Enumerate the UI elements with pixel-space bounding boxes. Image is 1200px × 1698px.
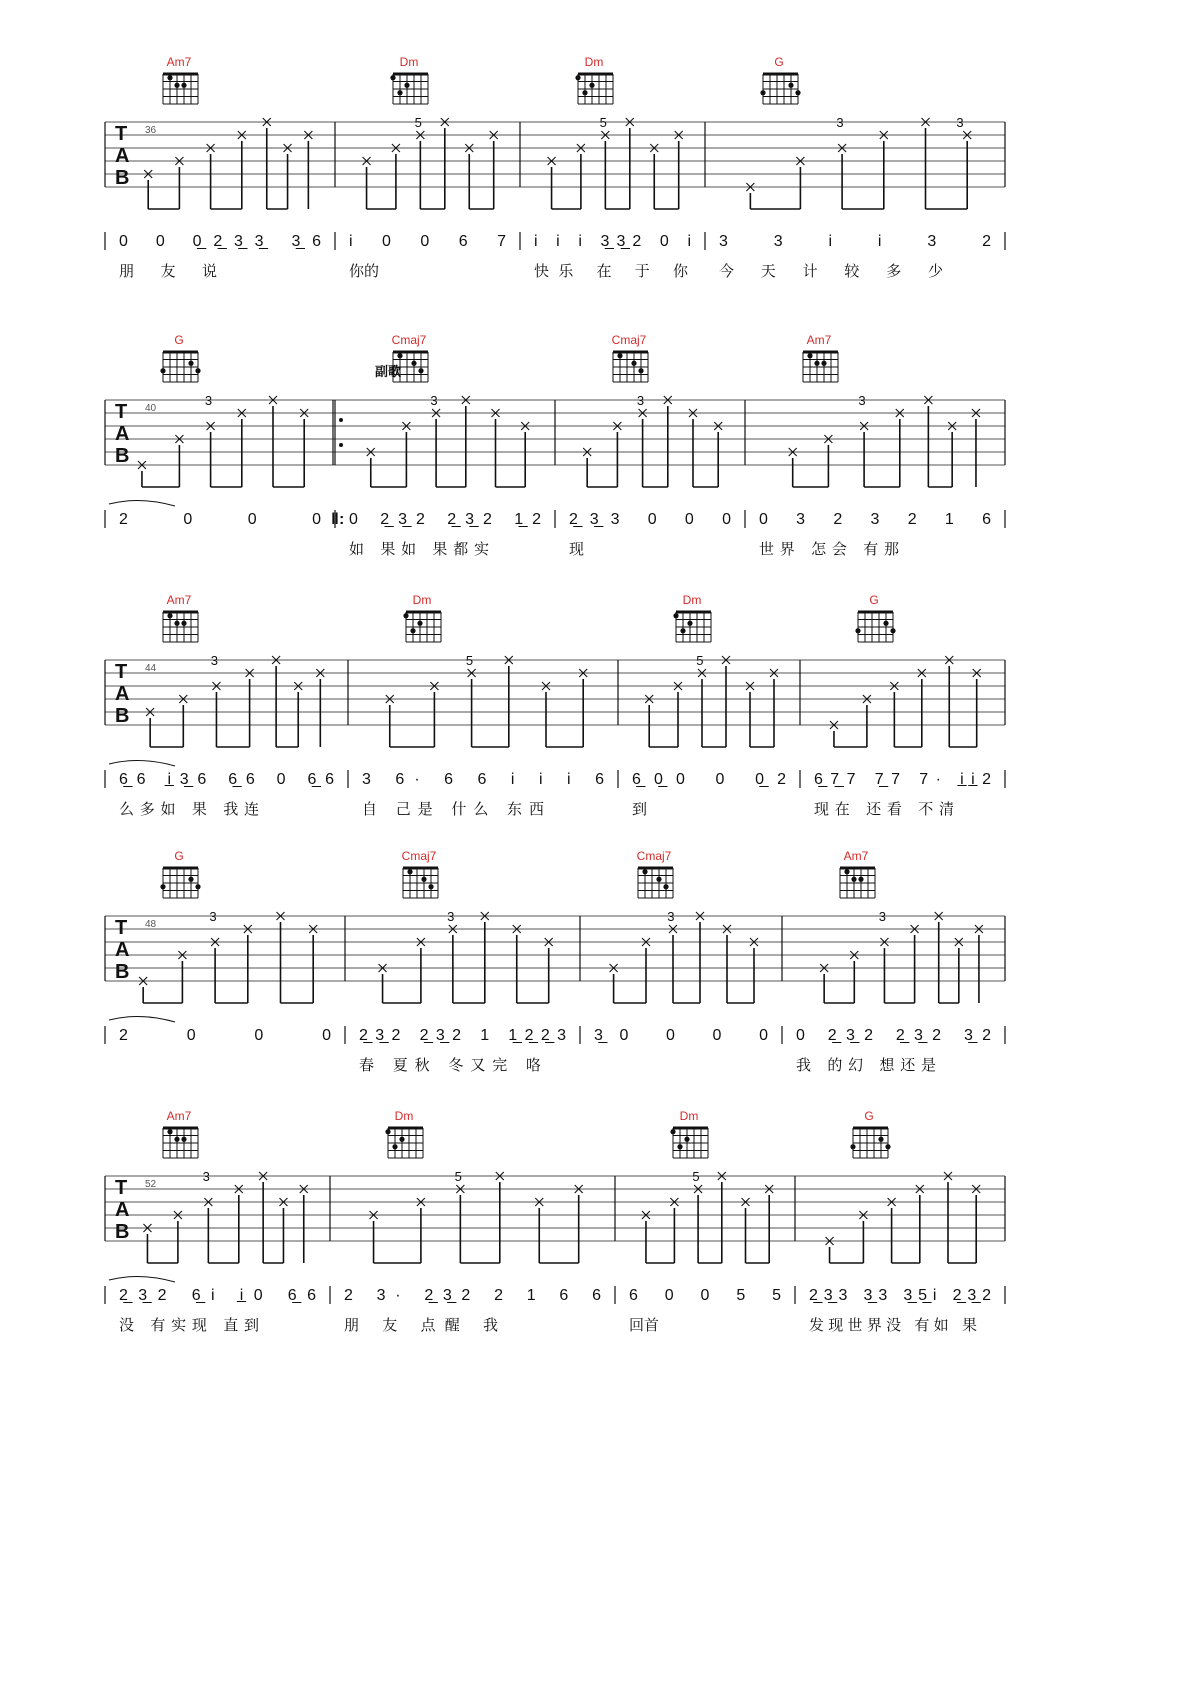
- measure: [719, 55, 991, 280]
- measure-number: 40: [145, 403, 157, 414]
- finger-dot: [174, 1137, 179, 1142]
- lyric-line: 发现世界没 有如 果: [809, 1316, 977, 1334]
- finger-dot: [844, 869, 849, 874]
- finger-dot: [663, 884, 668, 889]
- jianpu-notation: 0 2̲3̲2 2̲3̲2 3̲2: [796, 1027, 991, 1044]
- tab-clef-letter: T: [115, 661, 128, 683]
- chord-name: G: [174, 849, 184, 863]
- lyric-line: 没 有实现 直到: [119, 1316, 259, 1334]
- tab-clef-letter: T: [115, 123, 128, 145]
- lyric-line: 春 夏秋 冬又完 咯: [359, 1056, 541, 1074]
- chord-name: Cmaj7: [401, 849, 437, 863]
- jianpu-notation: 3̲0 0 0 0: [594, 1027, 768, 1044]
- finger-dot: [684, 1137, 689, 1142]
- measure: [809, 1109, 991, 1334]
- finger-dot: [397, 353, 402, 358]
- finger-dot: [403, 613, 408, 618]
- finger-dot: [195, 368, 200, 373]
- tab-clef-letter: A: [115, 683, 130, 705]
- jianpu-notation: 2̲3̲3 3̲3 3̲5̲i 2̲3̲2: [809, 1287, 991, 1304]
- measure-number: 44: [145, 663, 157, 674]
- finger-dot: [670, 1129, 675, 1134]
- chord-name: Dm: [584, 55, 604, 69]
- chord-name: Cmaj7: [391, 333, 427, 347]
- chord-name: Cmaj7: [611, 333, 647, 347]
- tab-clef-letter: B: [115, 167, 130, 189]
- finger-dot: [407, 869, 412, 874]
- lyric-line: 朋 友 说: [119, 262, 217, 280]
- chord-name: Dm: [679, 1109, 699, 1123]
- lyric-line: 我 的幻 想还是: [796, 1056, 936, 1074]
- chord-name: Am7: [806, 333, 832, 347]
- tab-clef-letter: A: [115, 1199, 130, 1221]
- tab-fret-number: 3: [430, 393, 438, 408]
- chord-name: G: [869, 593, 879, 607]
- jianpu-notation: 2 3· 2̲3̲2 2 1 6 6: [344, 1287, 601, 1304]
- jianpu-notation: i i i 3̲3̲2 0 i: [534, 233, 691, 250]
- finger-dot: [397, 90, 402, 95]
- finger-dot: [788, 83, 793, 88]
- finger-dot: [807, 353, 812, 358]
- tab-clef-letter: T: [115, 917, 128, 939]
- chord-diagram: [403, 612, 441, 642]
- chord-name: G: [174, 333, 184, 347]
- finger-dot: [855, 628, 860, 633]
- jianpu-notation: 2̲3̲2 6̲i i̲0 6̲6: [119, 1287, 316, 1304]
- tab-fret-number: 5: [696, 653, 704, 668]
- measure-number: 52: [145, 1179, 157, 1190]
- chord-name: Cmaj7: [636, 849, 672, 863]
- chord-name: Dm: [682, 593, 702, 607]
- chord-name: G: [774, 55, 784, 69]
- measure: [119, 1109, 330, 1334]
- section-label: 副歌: [375, 365, 402, 380]
- finger-dot: [410, 628, 415, 633]
- finger-dot: [687, 621, 692, 626]
- tie-curve: [109, 1016, 175, 1022]
- measure-number: 48: [145, 919, 157, 930]
- measure: [119, 593, 348, 818]
- finger-dot: [181, 1137, 186, 1142]
- tab-clef-letter: T: [115, 401, 128, 423]
- lyric-line: 朋 友 点醒 我: [344, 1316, 498, 1334]
- chord-diagram: [385, 1128, 423, 1158]
- jianpu-notation: 0 0 0̲2̲3̲3̲ 3̲6: [119, 233, 321, 250]
- tab-fret-number: 5: [454, 1169, 462, 1184]
- finger-dot: [582, 90, 587, 95]
- finger-dot: [195, 884, 200, 889]
- chord-diagram: [160, 868, 200, 898]
- finger-dot: [167, 75, 172, 80]
- chord-diagram: [850, 1128, 890, 1158]
- finger-dot: [399, 1137, 404, 1142]
- tab-fret-number: 3: [210, 653, 218, 668]
- jianpu-notation: 0 3 2 3 2 1 6: [759, 511, 991, 528]
- tab-fret-number: 3: [447, 909, 455, 924]
- finger-dot: [883, 621, 888, 626]
- jianpu-notation: 3 3 i i 3 2: [719, 233, 991, 250]
- chord-diagram: [160, 352, 200, 382]
- chord-diagram: [575, 74, 613, 104]
- tab-fret-number: 5: [692, 1169, 700, 1184]
- tab-fret-number: 3: [636, 393, 645, 408]
- finger-dot: [814, 361, 819, 366]
- finger-dot: [385, 1129, 390, 1134]
- chord-diagram: [670, 1128, 708, 1158]
- chord-diagram: [613, 352, 648, 382]
- measure: [119, 333, 335, 528]
- tab-fret-number: 3: [878, 909, 886, 924]
- measure: [594, 849, 782, 1044]
- system-2: [105, 593, 1005, 818]
- tab-fret-number: 5: [599, 115, 607, 130]
- measure: [119, 849, 345, 1044]
- lyric-line: 现在 还看 不清: [814, 800, 954, 818]
- jianpu-notation: 6̲6 i̲3̲6 6̲6 0 6̲6: [119, 771, 334, 788]
- finger-dot: [404, 83, 409, 88]
- tab-fret-number: 5: [465, 653, 474, 668]
- tab-fret-number: 3: [667, 909, 675, 924]
- chord-diagram: [673, 612, 711, 642]
- tab-fret-number: 3: [204, 393, 213, 408]
- lyric-line: 今 天 计 较 多 少: [719, 262, 943, 280]
- finger-dot: [160, 368, 165, 373]
- chord-name: Dm: [394, 1109, 414, 1123]
- finger-dot: [575, 75, 580, 80]
- finger-dot: [188, 361, 193, 366]
- finger-dot: [589, 83, 594, 88]
- tab-fret-number: 3: [836, 115, 844, 130]
- chord-diagram: [163, 1128, 198, 1158]
- repeat-dot: [339, 443, 343, 447]
- tie-curve: [109, 760, 175, 766]
- chord-diagram: [840, 868, 875, 898]
- finger-dot: [418, 368, 423, 373]
- finger-dot: [851, 877, 856, 882]
- finger-dot: [421, 877, 426, 882]
- finger-dot: [680, 628, 685, 633]
- jianpu-notation: 6̲0̲0 0 0̲2: [632, 771, 786, 788]
- chord-diagram: [638, 868, 673, 898]
- lyric-line: 么多如 果 我连: [119, 800, 259, 818]
- finger-dot: [167, 1129, 172, 1134]
- finger-dot: [181, 83, 186, 88]
- chord-name: Am7: [843, 849, 869, 863]
- finger-dot: [167, 613, 172, 618]
- repeat-dot: [339, 418, 343, 422]
- measure: [119, 55, 335, 280]
- jianpu-notation: 6 0 0 5 5: [629, 1287, 781, 1304]
- measure: [814, 593, 991, 818]
- finger-dot: [174, 83, 179, 88]
- finger-dot: [631, 361, 636, 366]
- lyric-line: 自 己是 什么 东西: [362, 800, 544, 818]
- system-1: [105, 333, 1005, 558]
- chord-name: Dm: [399, 55, 419, 69]
- tab-clef-letter: A: [115, 939, 130, 961]
- tie-curve: [109, 1276, 175, 1282]
- lyric-line: 回首: [629, 1316, 659, 1334]
- finger-dot: [850, 1144, 855, 1149]
- tie-curve: [109, 500, 175, 506]
- chord-diagram: [403, 868, 438, 898]
- measure: [362, 593, 618, 818]
- jianpu-repeat-sign: ‖:: [331, 511, 345, 528]
- tab-fret-number: 5: [414, 115, 422, 130]
- tab-clef-letter: A: [115, 423, 130, 445]
- measure: [629, 1109, 795, 1334]
- tab-fret-number: 3: [202, 1169, 210, 1184]
- finger-dot: [617, 353, 622, 358]
- tab-fret-number: 3: [209, 909, 217, 924]
- finger-dot: [428, 884, 433, 889]
- finger-dot: [885, 1144, 890, 1149]
- jianpu-notation: 6̲7̲7 7̲7 7· i̲i̲2: [814, 771, 991, 788]
- jianpu-notation: 3 6· 6 6 i i i 6: [362, 771, 604, 788]
- finger-dot: [858, 877, 863, 882]
- finger-dot: [181, 621, 186, 626]
- measure: [359, 849, 580, 1074]
- finger-dot: [878, 1137, 883, 1142]
- finger-dot: [821, 361, 826, 366]
- chord-diagram: [855, 612, 895, 642]
- jianpu-notation: 2̲3̲3 0 0 0: [569, 511, 731, 528]
- chord-name: Am7: [166, 1109, 192, 1123]
- chord-diagram: [163, 74, 198, 104]
- measure-number: 36: [145, 125, 157, 136]
- lyric-line: 如 果如 果都实: [349, 540, 489, 558]
- lyric-line: 快乐 在 于 你: [534, 262, 688, 280]
- finger-dot: [638, 368, 643, 373]
- lyric-line: 现: [569, 540, 585, 558]
- system-3: [105, 849, 1005, 1074]
- tab-clef-letter: B: [115, 705, 130, 727]
- finger-dot: [677, 1144, 682, 1149]
- measure: [344, 1109, 615, 1334]
- jianpu-notation: 2 0 0 0: [119, 511, 321, 528]
- finger-dot: [174, 621, 179, 626]
- finger-dot: [890, 628, 895, 633]
- chord-name: Am7: [166, 593, 192, 607]
- chord-name: Am7: [166, 55, 192, 69]
- finger-dot: [411, 361, 416, 366]
- jianpu-notation: 2 0 0 0: [119, 1027, 331, 1044]
- tab-fret-number: 3: [858, 393, 866, 408]
- chord-diagram: [760, 74, 800, 104]
- measure: [796, 849, 991, 1074]
- chord-name: G: [864, 1109, 874, 1123]
- lyric-line: 世界 怎会 有那: [759, 540, 899, 558]
- system-4: [105, 1109, 1005, 1334]
- tab-fret-number: 3: [956, 115, 964, 130]
- jianpu-notation: i 0 0 6 7: [349, 233, 506, 250]
- chord-diagram: [163, 612, 198, 642]
- tab-clef-letter: B: [115, 1221, 130, 1243]
- finger-dot: [160, 884, 165, 889]
- finger-dot: [673, 613, 678, 618]
- chord-diagram: [390, 74, 428, 104]
- measure: [349, 55, 520, 280]
- tab-clef-letter: B: [115, 961, 130, 983]
- lyric-line: 到: [632, 800, 648, 818]
- tab-clef-letter: A: [115, 145, 130, 167]
- jianpu-notation: 2̲3̲2 2̲3̲2 1 1̲2̲2̲3: [359, 1027, 566, 1044]
- finger-dot: [188, 877, 193, 882]
- lyric-line: 你的: [349, 262, 379, 280]
- tab-clef-letter: T: [115, 1177, 128, 1199]
- measure: [569, 333, 745, 558]
- jianpu-notation: 0 2̲3̲2 2̲3̲2 1̲2: [349, 511, 541, 528]
- measure: [632, 593, 800, 818]
- chord-name: Dm: [412, 593, 432, 607]
- measure: [534, 55, 705, 280]
- measure: [759, 333, 991, 558]
- finger-dot: [392, 1144, 397, 1149]
- finger-dot: [656, 877, 661, 882]
- finger-dot: [390, 75, 395, 80]
- finger-dot: [795, 90, 800, 95]
- finger-dot: [642, 869, 647, 874]
- finger-dot: [417, 621, 422, 626]
- chord-diagram: [803, 352, 838, 382]
- system-0: [105, 55, 1005, 280]
- tab-clef-letter: B: [115, 445, 130, 467]
- finger-dot: [760, 90, 765, 95]
